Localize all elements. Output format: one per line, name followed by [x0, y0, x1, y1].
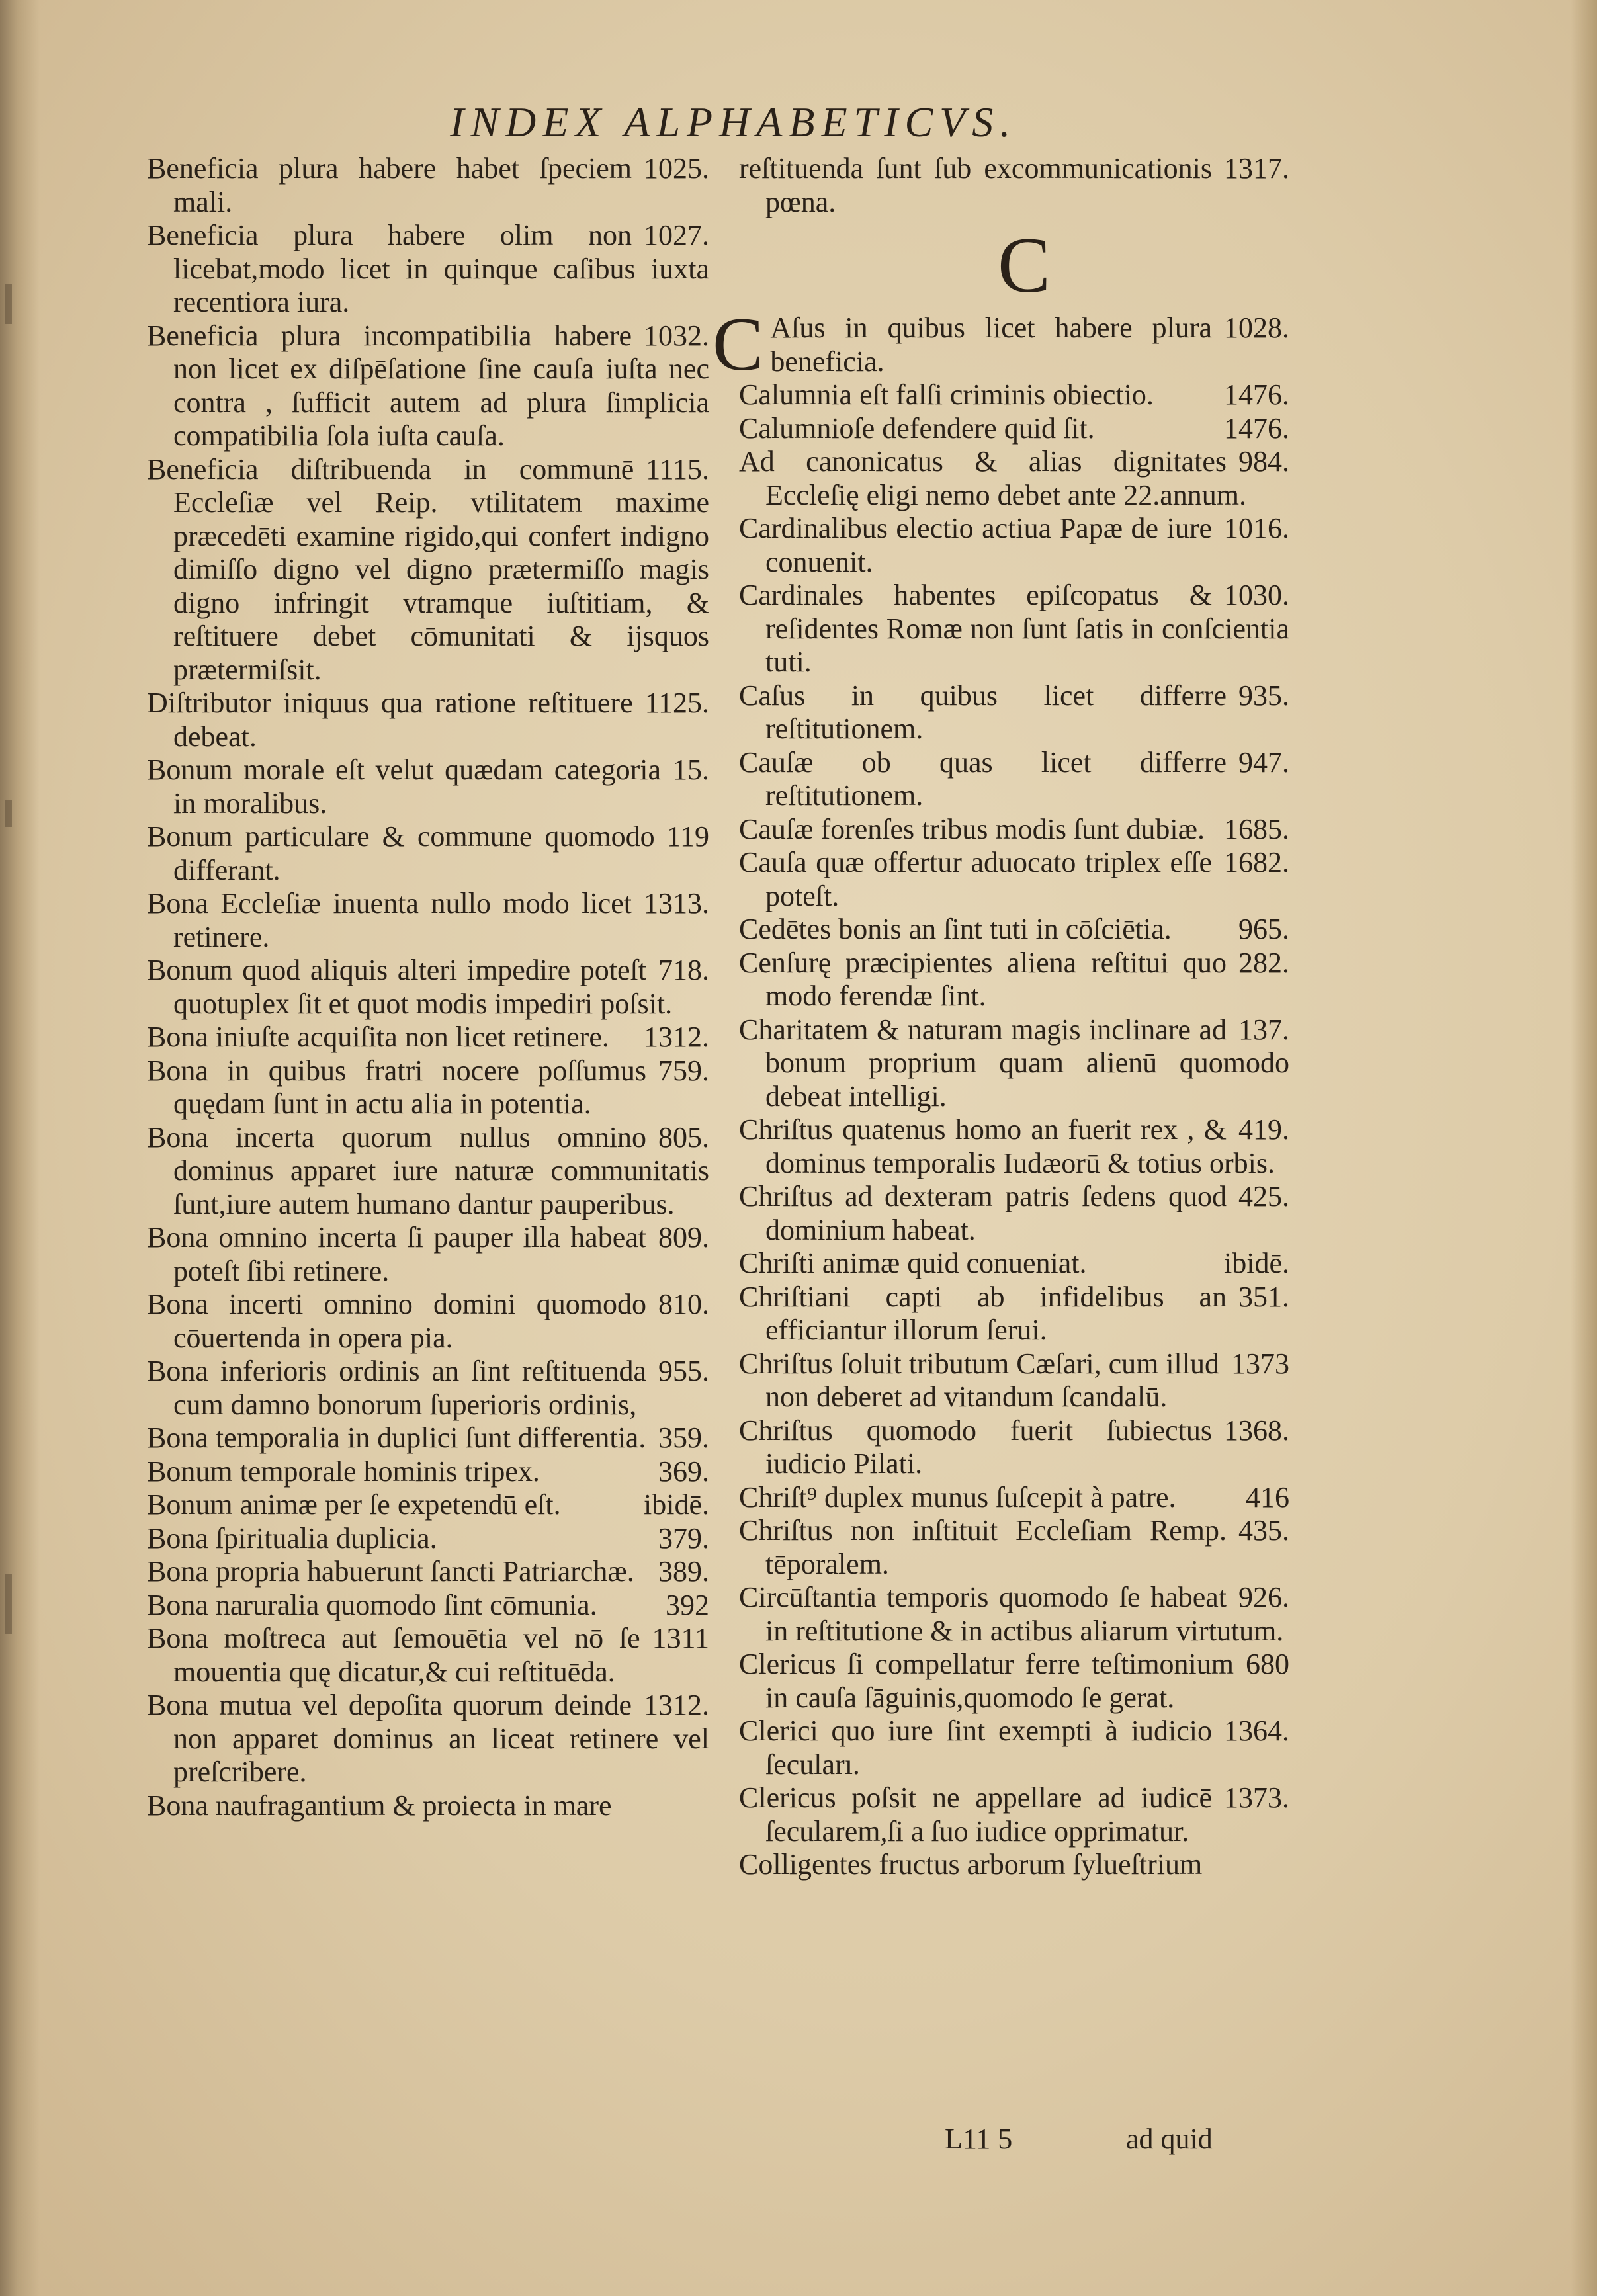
entry-text: Bona inferioris ordinis an ſint reſtituenda cum damno bonorum ſuperioris ordinis, — [147, 1355, 646, 1421]
index-entry — [739, 1180, 1289, 1247]
page-reference: 926. — [1238, 1581, 1289, 1613]
page-reference: 359. — [658, 1422, 709, 1454]
index-entry — [147, 1054, 709, 1121]
index-entry — [739, 1581, 1289, 1648]
index-entry — [739, 1414, 1289, 1481]
index-entry — [739, 1281, 1289, 1347]
page-reference: 282. — [1238, 946, 1289, 979]
section-letter: C — [997, 221, 1051, 309]
entry-text: Bonum animæ per ſe expetendū eſt. — [147, 1488, 561, 1521]
catchword: ad quid — [1126, 2123, 1213, 2155]
entry-text: Beneficia plura incompatibilia habere non licet ex diſpēſatione ſine cauſa iuſta nec contra , ſufficit autem ad plura ſimplicia compatibilia ſola iuſta cauſa. — [147, 319, 709, 452]
page-reference: 15. — [673, 753, 709, 786]
index-entry — [147, 1288, 709, 1355]
index-entry — [147, 1021, 709, 1054]
margin-stain — [5, 1574, 12, 1634]
page-edge-shadow — [1571, 0, 1597, 2296]
entry-text: Cauſæ ob quas licet differre reſtitutionem. — [739, 745, 1227, 812]
signature-mark: L11 5 — [945, 2123, 1013, 2155]
index-entry — [147, 1622, 709, 1689]
entry-text: Bona in quibus fratri nocere poſſumus quędam ſunt in actu alia in potentia. — [147, 1054, 646, 1120]
entry-text: Bona ſpiritualia duplicia. — [147, 1521, 437, 1554]
index-entry — [739, 445, 1289, 512]
entry-text: Bona temporalia in duplici ſunt differentia. — [147, 1422, 646, 1454]
index-entry — [147, 1488, 709, 1522]
running-title: INDEX ALPHABETICVS. — [450, 99, 1017, 146]
index-entry — [147, 887, 709, 954]
index-entry — [147, 219, 709, 319]
page-reference: 1364. — [1224, 1715, 1289, 1747]
page-reference: 984. — [1238, 445, 1289, 478]
index-entry — [739, 1715, 1289, 1781]
right-column — [712, 152, 1289, 1882]
entry-text: Clericus ſi compellatur ferre teſtimonium in cauſa ſāguinis,quomodo ſe gerat. — [739, 1648, 1234, 1714]
page-reference: 1125. — [644, 687, 709, 719]
right-entries — [739, 378, 1289, 1882]
entry-text: Chriſtus quomodo fuerit ſubiectus iudicio Pilati. — [739, 1414, 1212, 1480]
index-entry — [147, 1121, 709, 1222]
entry-text: Beneficia diſtribuenda in communē Eccleſiæ vel Reip. vtilitatem maxime præcedēti examine rigido,qui confert indigno dimiſſo digno vel digno prætermiſſo magis digno infringit vtramque iuſtitiam, & reſtituere debet cōmunitati & ijsquos prætermiſsit. — [147, 452, 709, 686]
entry-text: Bona propria habuerunt ſancti Patriarchæ. — [147, 1555, 634, 1588]
page-reference: 1317. — [1224, 152, 1289, 185]
entry-text: Beneficia plura habere olim non licebat,modo licet in quinque caſibus iuxta recentiora iura. — [147, 219, 709, 318]
page-reference: 392 — [666, 1588, 709, 1621]
entry-text: Cauſæ forenſes tribus modis ſunt dubiæ. — [739, 812, 1205, 845]
index-entry — [147, 753, 709, 820]
index-entry — [739, 846, 1289, 913]
index-entry — [739, 378, 1289, 412]
page-reference: 435. — [1238, 1514, 1289, 1547]
page-reference: 137. — [1238, 1013, 1289, 1046]
index-entry — [147, 1455, 709, 1489]
entry-text: Bonum particulare & commune quomodo differant. — [147, 820, 655, 886]
page-reference: 425. — [1238, 1180, 1289, 1212]
entry-text: Bona incerti omnino domini quomodo cōuertenda in opera pia. — [147, 1288, 646, 1354]
index-entry — [147, 1355, 709, 1422]
entry-text: Clericus poſsit ne appellare ad iudicē ſecularem,ſi a ſuo iudice opprimatur. — [739, 1781, 1212, 1848]
entry-text: Ad canonicatus & alias dignitates Eccleſię eligi nemo debet ante 22.annum. — [739, 445, 1246, 511]
page-reference: 1311 — [652, 1622, 709, 1654]
page-reference: 379. — [658, 1521, 709, 1554]
entry-text: Clerici quo iure ſint exempti à iudicio ſecuları. — [739, 1715, 1212, 1781]
index-entry — [739, 1781, 1289, 1848]
entry-text: Chriſtiani capti ab infidelibus an efficiantur illorum ſerui. — [739, 1280, 1227, 1346]
entry-text: Cenſurę præcipientes aliena reſtitui quo modo ferendæ ſint. — [739, 946, 1227, 1012]
page-reference: 718. — [658, 954, 709, 986]
index-entry — [147, 319, 709, 453]
entry-text: Cauſa quæ offertur aduocato triplex eſſe poteſt. — [739, 846, 1212, 912]
page-reference: ibidē. — [644, 1488, 709, 1521]
entry-text: Bona moſtreca aut ſemouētia vel nō ſe mouentia quę dicatur,& cui reſtituēda. — [147, 1622, 640, 1688]
page-reference: 416 — [1246, 1480, 1289, 1513]
entry-text: Cedētes bonis an ſint tuti in cōſciētia. — [739, 913, 1172, 945]
page-reference: 805. — [658, 1121, 709, 1154]
entry-text: Bonum quod aliquis alteri impedire poteſt quotuplex ſit et quot modis impediri poſsit. — [147, 954, 673, 1020]
entry-text: Chriſti animæ quid conueniat. — [739, 1247, 1087, 1279]
index-entry — [739, 947, 1289, 1013]
entry-text: Chriſtus ad dexteram patris ſedens quod dominium habeat. — [739, 1180, 1227, 1246]
index-entry — [739, 1247, 1289, 1281]
page-reference: 1368. — [1224, 1414, 1289, 1447]
index-entry — [147, 1555, 709, 1589]
page-reference: 955. — [658, 1355, 709, 1387]
binding-shadow — [0, 0, 40, 2296]
index-entry — [147, 1589, 709, 1623]
page-reference: 369. — [658, 1455, 709, 1488]
entry-text: Chriſtus ſoluit tributum Cæſari, cum illud non deberet ad vitandum ſcandalū. — [739, 1347, 1219, 1413]
page-reference: 810. — [658, 1288, 709, 1320]
page-reference: 1685. — [1224, 812, 1289, 845]
index-entry — [739, 746, 1289, 813]
left-column — [147, 152, 709, 1822]
page-reference: 1115. — [646, 452, 709, 486]
index-entry — [739, 1848, 1289, 1882]
page-reference: 935. — [1238, 679, 1289, 712]
entry-text: Bonum morale eſt velut quædam categoria in moralibus. — [147, 753, 661, 820]
index-entry — [147, 453, 709, 687]
index-entry-first — [712, 302, 1289, 387]
entry-text: Bonum temporale hominis tripex. — [147, 1455, 540, 1488]
page-reference: 1312. — [644, 1021, 709, 1053]
page-reference: 965. — [1238, 913, 1289, 945]
page-reference: 1682. — [1224, 846, 1289, 878]
page-reference: 419. — [1238, 1113, 1289, 1146]
index-entry — [147, 1522, 709, 1556]
page-reference: 1476. — [1224, 411, 1289, 445]
index-entry — [739, 579, 1289, 679]
entry-text: Bona iniuſte acquiſita non licet retinere. — [147, 1021, 609, 1053]
entry-text: reſtituenda ſunt ſub excommunicationis pœna. — [739, 152, 1212, 218]
index-entry — [739, 913, 1289, 947]
page-reference: 1027. — [644, 219, 709, 251]
index-entry — [147, 1689, 709, 1789]
index-entry — [739, 679, 1289, 746]
page-reference: 680 — [1246, 1648, 1289, 1680]
page-reference: 389. — [658, 1555, 709, 1588]
entry-text: Cardinalibus electio actiua Papæ de iure conuenit. — [739, 512, 1212, 578]
entry-text: Calumnia eſt falſi criminis obiectio. — [739, 378, 1154, 411]
page-reference: 809. — [658, 1221, 709, 1254]
index-entry — [147, 954, 709, 1021]
entry-text: Colligentes fructus arborum ſylueſtrium — [739, 1848, 1203, 1881]
page-reference: 1373. — [1224, 1781, 1289, 1814]
index-entry — [147, 1422, 709, 1455]
page-reference: 351. — [1238, 1280, 1289, 1313]
entry-text: Aſus in quibus licet habere plura beneficia. — [770, 312, 1212, 378]
page-reference: 1028. — [1224, 312, 1289, 344]
page-reference: 947. — [1238, 745, 1289, 779]
margin-stain — [5, 800, 12, 827]
index-entry — [147, 687, 709, 753]
page-reference: 1313. — [644, 887, 709, 919]
page-reference: 1312. — [644, 1689, 709, 1721]
index-entry — [739, 1113, 1289, 1180]
entry-text: Bona naruralia quomodo ſint cōmunia. — [147, 1588, 597, 1621]
entry-text: Diſtributor iniquus qua ratione reſtituere debeat. — [147, 687, 633, 753]
entry-text: Chriſtus quatenus homo an fuerit rex , & dominus temporalis Iudæorū & totius orbis. — [739, 1113, 1275, 1179]
index-entry — [739, 1514, 1289, 1581]
index-entry — [739, 813, 1289, 847]
page-reference: 1373 — [1231, 1347, 1289, 1380]
page-reference: 1016. — [1224, 512, 1289, 544]
drop-cap: C — [712, 302, 764, 387]
entry-text: Bona mutua vel depoſita quorum deinde non apparet dominus an liceat retinere vel preſcribere. — [147, 1689, 709, 1788]
page-reference: 1025. — [644, 152, 709, 185]
entry-text: Bona omnino incerta ſi pauper illa habeat poteſt ſibi retinere. — [147, 1221, 646, 1287]
entry-text: Cardinales habentes epiſcopatus & reſidentes Romæ non ſunt ſatis in conſcientia tuti. — [739, 579, 1289, 678]
index-entry — [739, 1481, 1289, 1515]
entry-text: Charitatem & naturam magis inclinare ad bonum proprium quam alienū quomodo debeat intelligi. — [739, 1013, 1289, 1113]
index-entry — [147, 820, 709, 887]
entry-text: Caſus in quibus licet differre reſtitutionem. — [739, 679, 1227, 745]
entry-text: Bona incerta quorum nullus omnino dominus apparet iure naturæ communitatis ſunt,iure autem humano dantur pauperibus. — [147, 1121, 709, 1220]
index-entry-continuation — [739, 152, 1289, 219]
index-entry — [147, 1789, 709, 1823]
entry-text: Bona naufragantium & proiecta in mare — [147, 1789, 612, 1822]
index-entry — [739, 412, 1289, 446]
entry-text: Bona Eccleſiæ inuenta nullo modo licet retinere. — [147, 887, 632, 953]
index-entry — [147, 152, 709, 219]
index-entry — [739, 512, 1289, 579]
entry-text: Calumnioſe defendere quid ſit. — [739, 411, 1095, 445]
entry-text: Circūſtantia temporis quomodo ſe habeat in reſtitutione & in actibus aliarum virtutum. — [739, 1581, 1284, 1647]
page-reference: 1030. — [1224, 579, 1289, 611]
index-entry — [147, 1221, 709, 1288]
entry-text: Beneficia plura habere habet ſpeciem mali. — [147, 152, 632, 218]
entry-text: Chriſtus non inſtituit Eccleſiam Remp. tēporalem. — [739, 1514, 1227, 1580]
page-reference: 759. — [658, 1054, 709, 1087]
margin-stain — [5, 284, 12, 324]
page-reference: 1476. — [1224, 378, 1289, 411]
index-entry — [739, 1648, 1289, 1715]
index-entry — [739, 1347, 1289, 1414]
page-reference: 119 — [666, 820, 709, 853]
index-entry — [739, 1013, 1289, 1114]
page-reference: ibidē. — [1224, 1247, 1289, 1279]
entry-text: Chriſt⁹ duplex munus ſuſcepit à patre. — [739, 1480, 1176, 1513]
page-reference: 1032. — [644, 319, 709, 352]
